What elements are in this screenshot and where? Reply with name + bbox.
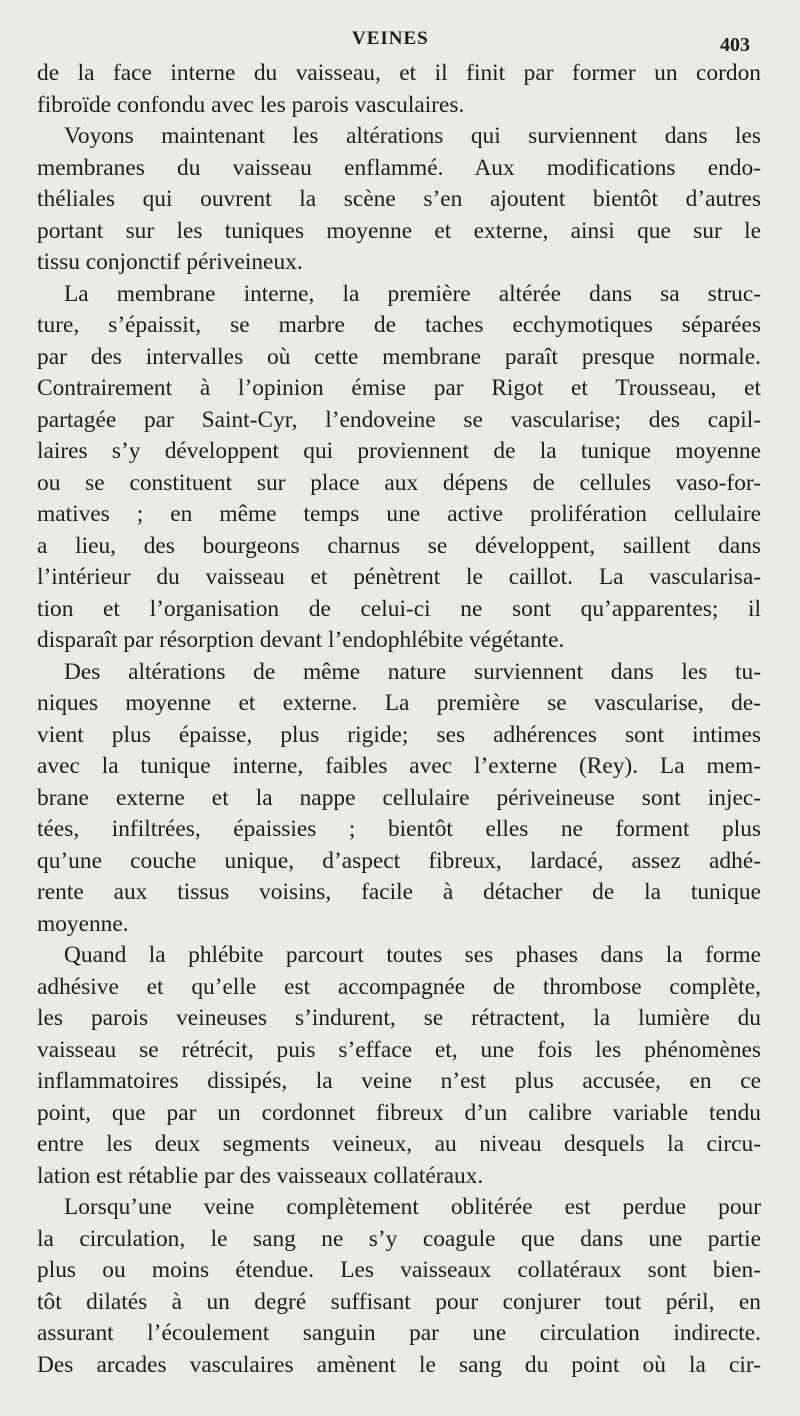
text-line: inflammatoires dissipés, la veine n’est plus accusée, en ce: [37, 1068, 761, 1094]
text-line: Des arcades vasculaires amènent le sang du point où la cir-: [37, 1351, 761, 1378]
text-line: portant sur les tuniques moyenne et externe, ainsi que sur le: [37, 217, 761, 244]
text-line: laires s’y développent qui proviennent de la tunique moyenne: [37, 438, 761, 464]
text-line: La membrane interne, la première altérée dans sa struc-: [64, 280, 761, 307]
text-line: fibroïde confondu avec les parois vasculaires.: [37, 91, 465, 118]
text-line: a lieu, des bourgeons charnus se développent, saillent dans: [37, 532, 761, 559]
text-line: matives ; en même temps une active prolifération cellulaire: [37, 501, 761, 527]
page-number: 403: [720, 34, 750, 56]
text-line: l’intérieur du vaisseau et pénètrent le caillot. La vascularisa-: [37, 564, 761, 590]
running-title: VEINES: [352, 28, 429, 49]
text-line: point, que par un cordonnet fibreux d’un calibre variable tendu: [37, 1099, 761, 1126]
text-line: plus ou moins étendue. Les vaisseaux collatéraux sont bien-: [37, 1257, 761, 1283]
text-line: tées, infiltrées, épaissies ; bientôt elles ne forment plus: [37, 816, 761, 842]
text-line: tion et l’organisation de celui-ci ne sont qu’apparentes; il: [37, 595, 761, 622]
text-line: la circulation, le sang ne s’y coagule que dans une partie: [37, 1225, 761, 1252]
text-line: ou se constituent sur place aux dépens de cellules vaso-for-: [37, 469, 761, 496]
text-line: avec la tunique interne, faibles avec l’externe (Rey). La mem-: [37, 753, 761, 779]
text-line: tissu conjonctif périveineux.: [37, 249, 303, 275]
text-line: qu’une couche unique, d’aspect fibreux, lardacé, assez adhé-: [37, 847, 761, 874]
text-line: théliales qui ouvrent la scène s’en ajoutent bientôt d’autres: [37, 186, 761, 212]
text-line: ture, s’épaissit, se marbre de taches ecchymotiques séparées: [37, 312, 761, 338]
text-line: Contrairement à l’opinion émise par Rigot et Trousseau, et: [37, 375, 761, 401]
text-line: niques moyenne et externe. La première se vascularise, de-: [37, 690, 761, 716]
text-line: assurant l’écoulement sanguin par une circulation indirecte.: [37, 1320, 761, 1346]
text-line: Quand la phlébite parcourt toutes ses phases dans la forme: [64, 942, 761, 968]
body-text: [37, 58, 761, 1381]
text-line: disparaît par résorption devant l’endophlébite végétante.: [37, 627, 565, 653]
text-line: rente aux tissus voisins, facile à détacher de la tunique: [37, 879, 761, 905]
text-line: les parois veineuses s’indurent, se rétractent, la lumière du: [37, 1005, 761, 1031]
text-line: Voyons maintenant les altérations qui surviennent dans les: [64, 123, 761, 149]
text-line: de la face interne du vaisseau, et il finit par former un cordon: [37, 60, 761, 86]
text-line: tôt dilatés à un degré suffisant pour conjurer tout péril, en: [37, 1288, 761, 1315]
text-line: entre les deux segments veineux, au niveau desquels la circu-: [37, 1131, 761, 1157]
text-line: membranes du vaisseau enflammé. Aux modifications endo-: [37, 154, 761, 181]
text-line: Lorsqu’une veine complètement oblitérée est perdue pour: [64, 1194, 761, 1220]
text-line: vaisseau se rétrécit, puis s’efface et, une fois les phénomènes: [37, 1036, 761, 1063]
text-line: lation est rétablie par des vaisseaux collatéraux.: [37, 1162, 484, 1189]
text-line: partagée par Saint-Cyr, l’endoveine se vascularise; des capil-: [37, 406, 761, 433]
text-line: moyenne.: [37, 910, 129, 937]
text-line: par des intervalles où cette membrane paraît presque normale.: [37, 343, 761, 370]
text-line: brane externe et la nappe cellulaire périveineuse sont injec-: [37, 784, 761, 811]
text-line: vient plus épaisse, plus rigide; ses adhérences sont intimes: [37, 721, 761, 748]
running-header: [0, 28, 800, 58]
text-line: adhésive et qu’elle est accompagnée de thrombose complète,: [37, 973, 761, 1000]
text-line: Des altérations de même nature surviennent dans les tu-: [64, 658, 761, 685]
